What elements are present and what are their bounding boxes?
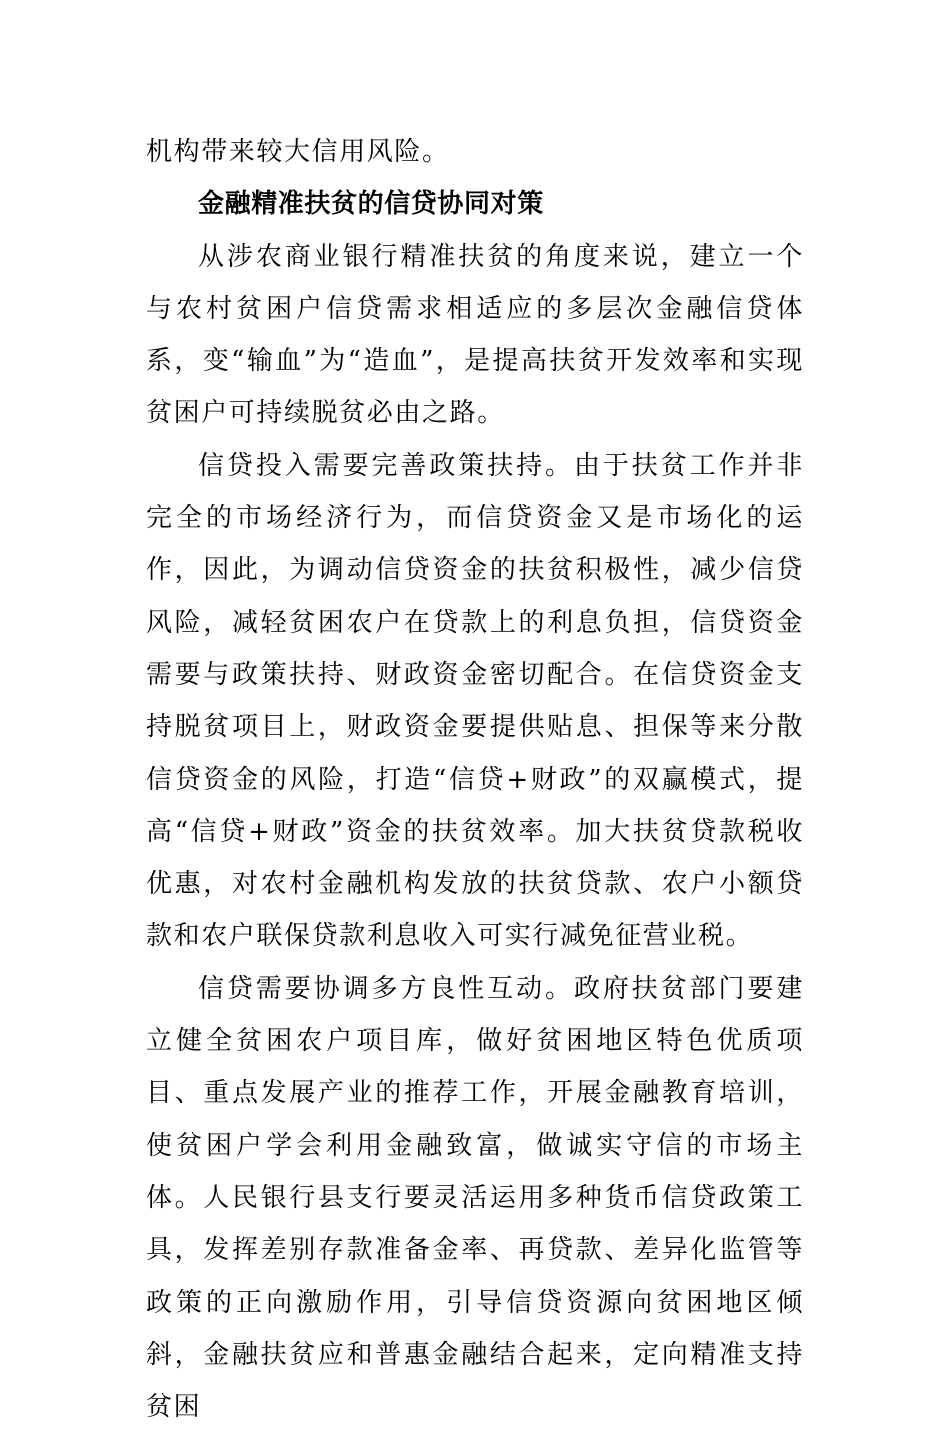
section-heading: 金融精准扶贫的信贷协同对策 bbox=[198, 189, 544, 220]
paragraph-policy-support: 信贷投入需要完善政策扶持。由于扶贫工作并非完全的市场经济行为，而信贷资金又是市场化的运作，因此，为调动信贷资金的扶贫积极性，减少信贷风险，减轻贫困农户在贷款上的利息负担，信贷资金需要与政策扶持、财政资金密切配合。在信贷资金支持脱贫项目上，财政资金要提供贴息、担保等来分散信贷资金的风险，打造“信贷+财政”的双赢模式，提高“信贷+财政”资金的扶贫效率。加大扶贫贷款税收优惠，对农村金融机构发放的扶贫贷款、农户小额贷款和农户联保贷款利息收入可实行减免征营业税。 bbox=[146, 450, 804, 952]
paragraph-intro: 从涉农商业银行精准扶贫的角度来说，建立一个与农村贫困户信贷需求相适应的多层次金融信贷体系，变“输血”为“造血”，是提高扶贫开发效率和实现贫困户可持续脱贫必由之路。 bbox=[146, 241, 804, 429]
document-page bbox=[146, 126, 804, 1433]
paragraph-coordination: 信贷需要协调多方良性互动。政府扶贫部门要建立健全贫困农户项目库，做好贫困地区特色优质项目、重点发展产业的推荐工作，开展金融教育培训，使贫困户学会利用金融致富，做诚实守信的市场主体。人民银行县支行要灵活运用多种货币信贷政策工具，发挥差别存款准备金率、再贷款、差异化监管等政策的正向激励作用，引导信贷资源向贫困地区倾斜，金融扶贫应和普惠金融结合起来，定向精准支持贫困 bbox=[146, 973, 804, 1423]
continuation-text: 机构带来较大信用风险。 bbox=[146, 137, 450, 167]
